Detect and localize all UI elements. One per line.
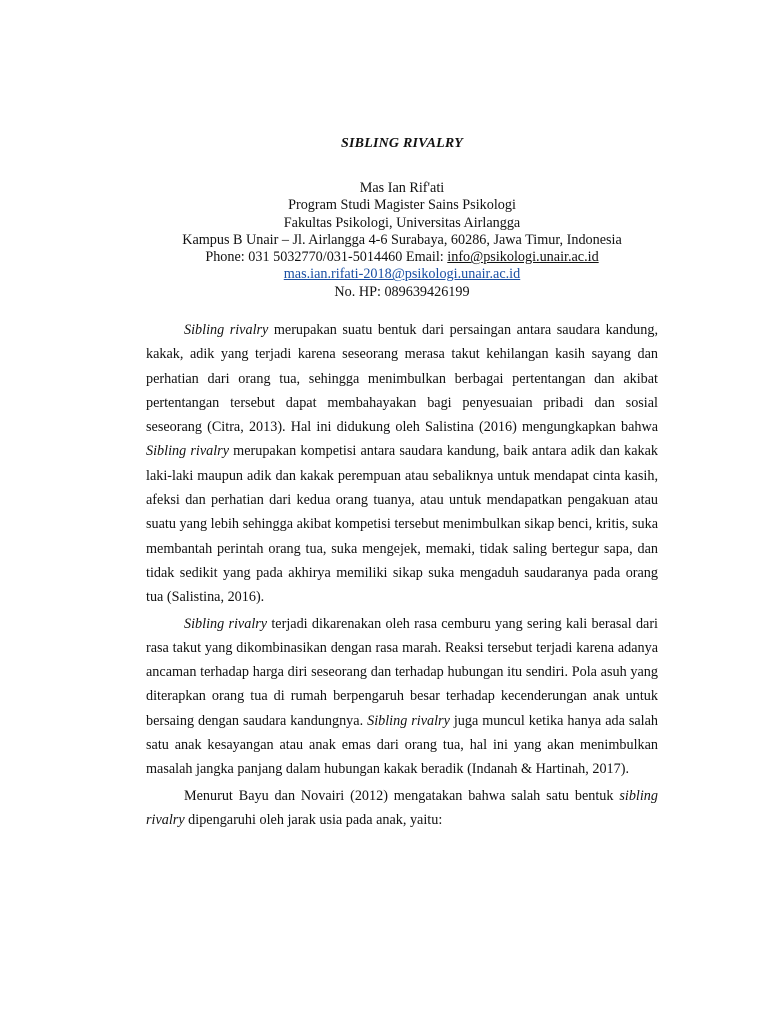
- paragraph-text: dipengaruhi oleh jarak usia pada anak, yaitu:: [184, 811, 443, 828]
- paragraph-1: [146, 318, 658, 610]
- author-program: Program Studi Magister Sains Psikologi: [288, 197, 516, 214]
- document-title: SIBLING RIVALRY: [341, 136, 463, 151]
- author-faculty: Fakultas Psikologi, Universitas Airlangga: [283, 214, 521, 231]
- italic-term: Sibling rivalry: [184, 322, 269, 338]
- phone-text: Phone: 031 5032770/031-5014460 Email:: [205, 249, 448, 266]
- paragraph-text: juga muncul ketika hanya ada salah satu anak kesayangan atau anak emas dari orang tua, hal ini yang akan menimbulkan masalah jangka panjang dalam hubungan kakak beradik (Indanah & Hartinah, 2017).: [146, 712, 658, 778]
- paragraph-3: [146, 784, 658, 833]
- office-email-link[interactable]: info@psikologi.unair.ac.id: [447, 249, 599, 266]
- author-block: [126, 180, 678, 301]
- paragraph-text: terjadi dikarenakan oleh rasa cemburu yang sering kali berasal dari rasa takut yang dikombinasikan dengan rasa marah. Reaksi tersebut terjadi karena adanya ancaman terhadap harga diri seseorang dan terhadap hubungan itu sendiri. Pola asuh yang diterapkan orang tua di rumah berpengaruh besar terhadap kecenderungan anak untuk bersaing dengan saudara kandungnya.: [146, 615, 658, 729]
- italic-term: sibling rivalry: [146, 787, 658, 828]
- author-contact-line: [126, 249, 678, 266]
- author-address: Kampus B Unair – Jl. Airlangga 4-6 Surabaya, 60286, Jawa Timur, Indonesia: [182, 231, 622, 248]
- personal-email-link[interactable]: mas.ian.rifati-2018@psikologi.unair.ac.id: [283, 266, 521, 283]
- italic-term: Sibling rivalry: [146, 443, 229, 460]
- paragraph-2: [146, 612, 658, 782]
- author-name: Mas Ian Rif'ati: [359, 180, 445, 196]
- paragraph-text: Menurut Bayu dan Novairi (2012) mengatakan bahwa salah satu bentuk: [184, 787, 620, 804]
- paragraph-text: merupakan kompetisi antara saudara kandung, baik antara adik dan kakak laki-laki maupun adik dan kakak perempuan atau sebaliknya untuk mendapat cinta kasih, afeksi dan perhatian dari kedua orang tuanya, atau untuk mendapatkan pengakuan atau suatu yang lebih sehingga akibat kompetisi tersebut menimbulkan sikap benci, kritis, suka membantah perintah orang tua, suka mengejek, memaki, tidak saling bertegur sapa, dan tidak sedikit yang pada akhirya memiliki sikap suka mengaduh saudaranya pada orang tua (Salistina, 2016).: [146, 443, 658, 606]
- document-body: [146, 318, 658, 834]
- paragraph-text: merupakan suatu bentuk dari persaingan antara saudara kandung, kakak, adik yang terjadi karena seseorang merasa takut kehilangan kasih sayang dan perhatian dari orang tua, sehingga menimbulkan berbagai pertentangan dan akibat pertentangan tersebut dapat membahayakan bagi penyesuaian pribadi dan sosial seseorang (Citra, 2013). Hal ini didukung oleh Salistina (2016) mengungkapkan bahwa: [146, 322, 658, 436]
- italic-term: Sibling rivalry: [184, 615, 268, 632]
- italic-term: Sibling rivalry: [367, 712, 450, 729]
- author-phone-hp: No. HP: 089639426199: [334, 283, 470, 300]
